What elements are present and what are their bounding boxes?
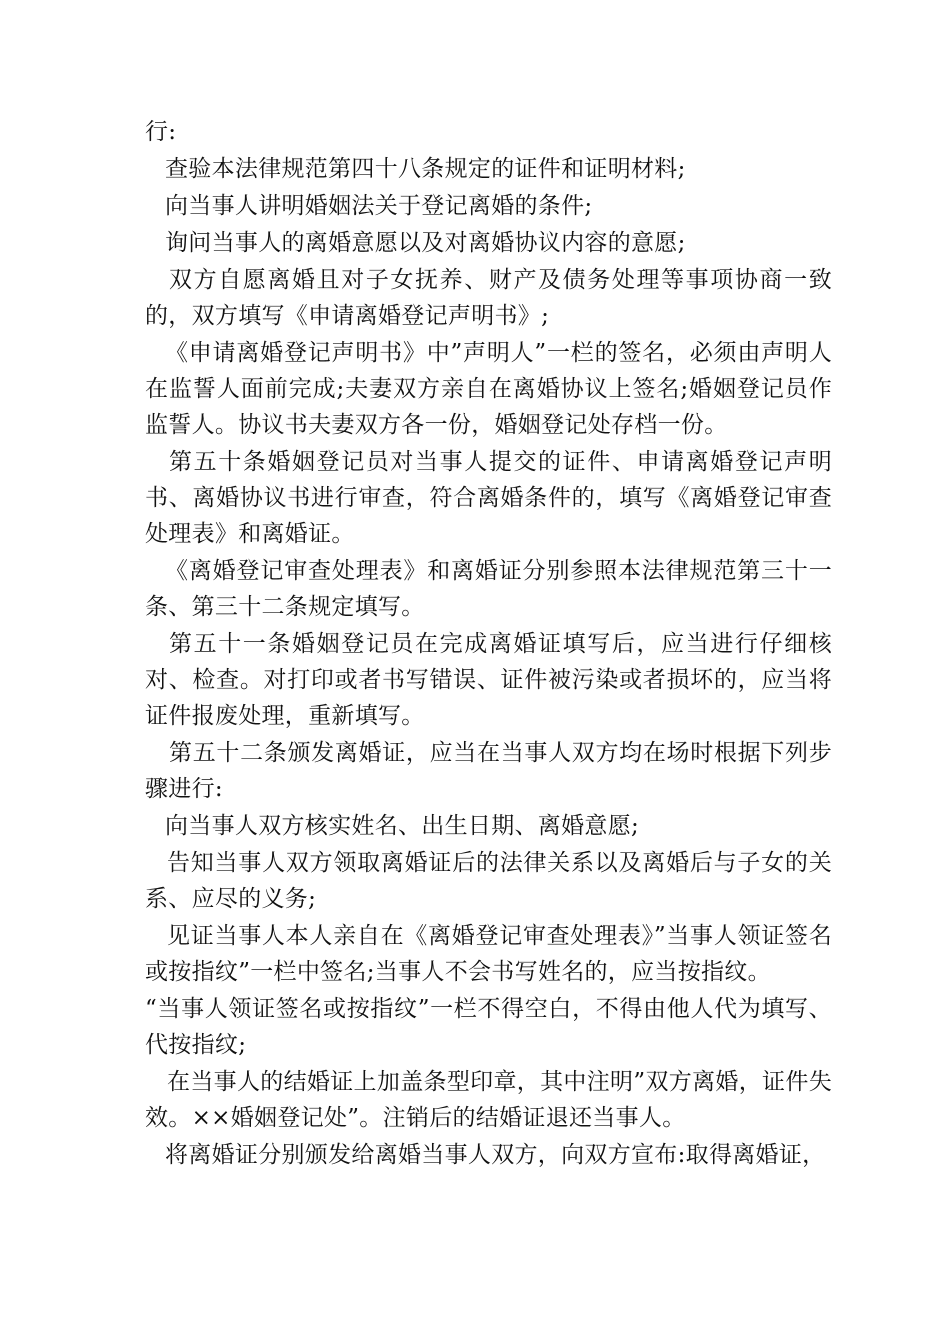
paragraph-step-explain-conditions: 向当事人讲明婚姻法关于登记离婚的条件; <box>165 193 593 219</box>
paragraph-continuation: 行: <box>145 119 177 145</box>
document-body <box>145 114 832 1173</box>
paragraph-article-52: 第五十二条颁发离婚证，应当在当事人双方均在场时根据下列步骤进行: <box>145 740 832 802</box>
paragraph-signature-required: “当事人领证签名或按指纹”一栏不得空白，不得由他人代为填写、代按指纹; <box>145 996 832 1058</box>
paragraph-article-50: 第五十条婚姻登记员对当事人提交的证件、申请离婚登记声明书、离婚协议书进行审查，符合离婚条件的，填写《离婚登记审查处理表》和离婚证。 <box>145 449 832 547</box>
paragraph-step-confirm-identity: 向当事人双方核实姓名、出生日期、离婚意愿; <box>165 813 640 839</box>
paragraph-issue-certificate: 将离婚证分别颁发给离婚当事人双方，向双方宣布:取得离婚证， <box>165 1142 826 1168</box>
paragraph-form-reference: 《离婚登记审查处理表》和离婚证分别参照本法律规范第三十一条、第三十二条规定填写。 <box>145 558 832 620</box>
paragraph-declaration-signing: 《申请离婚登记声明书》中”声明人”一栏的签名，必须由声明人在监誓人面前完成;夫妻双方亲自在离婚协议上签名;婚姻登记员作监誓人。协议书夫妻双方各一份，婚姻登记处存档一份。 <box>145 340 832 438</box>
paragraph-step-witness-signature: 见证当事人本人亲自在《离婚登记审查处理表》”当事人领证签名或按指纹”一栏中签名;当事人不会书写姓名的，应当按指纹。 <box>145 923 832 985</box>
paragraph-step-inform-obligations: 告知当事人双方领取离婚证后的法律关系以及离婚后与子女的关系、应尽的义务; <box>145 850 832 912</box>
paragraph-article-51: 第五十一条婚姻登记员在完成离婚证填写后，应当进行仔细核对、检查。对打印或者书写错误、证件被污染或者损坏的，应当将证件报废处理，重新填写。 <box>145 631 832 729</box>
paragraph-step-verify-documents: 查验本法律规范第四十八条规定的证件和证明材料; <box>165 156 686 182</box>
paragraph-stamp-certificate: 在当事人的结婚证上加盖条型印章，其中注明”双方离婚，证件失效。××婚姻登记处”。注销后的结婚证退还当事人。 <box>145 1069 832 1131</box>
paragraph-step-fill-declaration: 双方自愿离婚且对子女抚养、财产及债务处理等事项协商一致的，双方填写《申请离婚登记声明书》; <box>145 267 832 329</box>
paragraph-step-ask-intent: 询问当事人的离婚意愿以及对离婚协议内容的意愿; <box>165 230 686 256</box>
